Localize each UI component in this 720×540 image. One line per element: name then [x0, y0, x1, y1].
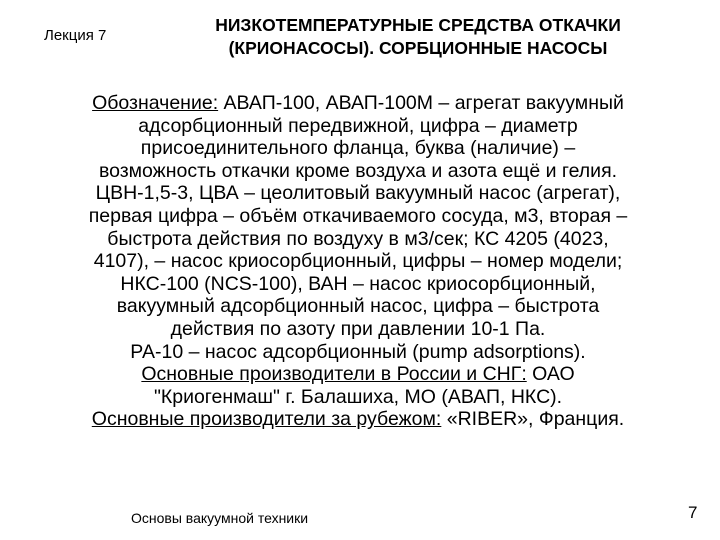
slide-title — [168, 14, 668, 60]
pa10-line: РА-10 – насос адсорбционный (pump adsorptions). — [130, 340, 586, 363]
pump-types-line-2: первая цифра – объём откачиваемого сосуда, м3, вторая – — [88, 204, 628, 227]
foreign-manufacturers-label: Основные производители за рубежом: — [91, 408, 442, 431]
designation-paragraph-line-1 — [28, 92, 688, 115]
slide-body — [28, 92, 688, 431]
pump-types-line-4: 4107), – насос криосорбционный, цифры – номер модели; — [93, 250, 623, 273]
pump-types-line-3: быстрота действия по воздуху в м3/сек; КС 4205 (4023, — [107, 227, 609, 250]
designation-label: Обозначение: — [92, 92, 219, 114]
designation-paragraph-line-2: адсорбционный передвижной, цифра – диаметр — [138, 114, 578, 137]
designation-text: АВАП-100, АВАП-100М – агрегат вакуумный — [218, 92, 624, 114]
foreign-manufacturers-line — [28, 408, 688, 431]
pump-types-line-5: НКС-100 (NCS-100), ВАН – насос криосорбционный, — [120, 272, 596, 295]
designation-paragraph-line-3: присоединительного фланца, буква (наличие) – — [140, 137, 576, 160]
foreign-manufacturers-text: «RIBER», Франция. — [441, 408, 625, 431]
russia-manufacturers-label: Основные производители в России и СНГ: — [141, 363, 527, 386]
pump-types-line-1: ЦВН-1,5-3, ЦВА – цеолитовый вакуумный насос (агрегат), — [95, 182, 621, 205]
russia-manufacturers-text: ОАО — [526, 363, 575, 386]
designation-paragraph-line-4: возможность откачки кроме воздуха и азота ещё и гелия. — [98, 159, 618, 182]
russia-manufacturers-line-1 — [28, 363, 688, 386]
slide-title-line-2: (КРИОНАСОСЫ). СОРБЦИОННЫЕ НАСОСЫ — [228, 38, 608, 58]
page-number: 7 — [688, 503, 698, 522]
footer-course-title: Основы вакуумной техники — [131, 510, 309, 526]
lecture-label: Лекция 7 — [44, 27, 107, 44]
slide-title-line-1: НИЗКОТЕМПЕРАТУРНЫЕ СРЕДСТВА ОТКАЧКИ — [215, 15, 621, 35]
pump-types-line-6: вакуумный адсорбционный насос, цифра – быстрота — [116, 295, 600, 318]
pump-types-line-7: действия по азоту при давлении 10-1 Па. — [170, 317, 546, 340]
russia-manufacturers-line-2: "Криогенмаш" г. Балашиха, МО (АВАП, НКС). — [153, 385, 563, 408]
